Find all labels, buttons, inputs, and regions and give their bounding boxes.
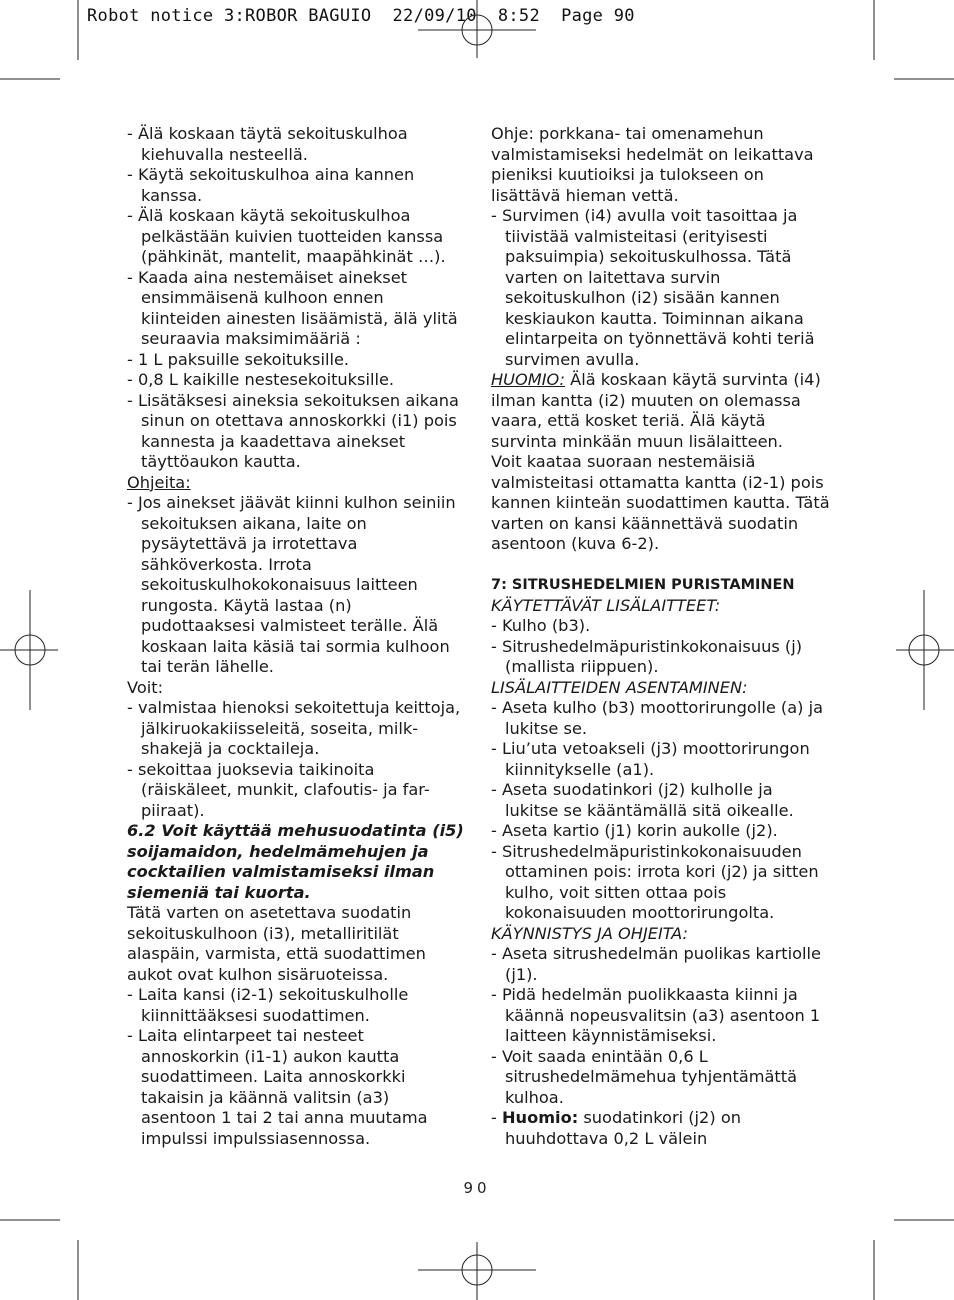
spacer — [491, 555, 831, 576]
list-item: - Käytä sekoituskulhoa aina kannen kanssa. — [127, 165, 415, 205]
section-heading-6-2: 6.2 Voit käyttää mehusuodatinta (i5) soijamaidon, hedelmämehujen ja cocktailien valmistamiseksi ilman siemeniä tai kuorta. — [127, 821, 464, 902]
subheading: KÄYNNISTYS JA OHJEITA: — [491, 923, 688, 943]
list-item: - Aseta kartio (j1) korin aukolle (j2). — [491, 821, 778, 840]
list-item: - Aseta kulho (b3) moottorirungolle (a) ja lukitse se. — [491, 698, 824, 738]
left-column — [127, 124, 467, 1149]
subheading: KÄYTETTÄVÄT LISÄLAITTEET: — [491, 595, 721, 615]
list-item: - Kaada aina nestemäiset ainekset ensimmäisenä kulhoon ennen kiinteiden ainesten lisäämistä, älä ylitä seuraavia maksimimääriä : — [127, 267, 458, 348]
list-item: - Aseta suodatinkori (j2) kulholle ja lukitse se kääntämällä sitä oikealle. — [491, 780, 794, 820]
warning-label: HUOMIO: — [491, 370, 565, 389]
list-item: - sekoittaa juoksevia taikinoita (räiskäleet, munkit, clafoutis- ja far-piiraat). — [127, 759, 430, 820]
list-item: - Aseta sitrushedelmän puolikas kartiolle (j1). — [491, 944, 821, 984]
list-item: - Laita kansi (i2-1) sekoituskulholle kiinnittääksesi suodattimen. — [127, 985, 409, 1025]
page-number: 90 — [463, 1179, 491, 1197]
list-dash: - — [491, 1108, 502, 1127]
list-item: - valmistaa hienoksi sekoitettuja keittoja, jälkiruokakiisseleitä, soseita, milk-shakejä ja cocktaileja. — [127, 698, 461, 758]
note-text: suodatinkori (j2) on huuhdottava 0,2 L välein — [505, 1108, 741, 1148]
instructions-heading: Ohjeita: — [127, 472, 191, 492]
list-item: - Älä koskaan käytä sekoituskulhoa pelkästään kuivien tuotteiden kanssa (pähkinät, mantelit, maapähkinät …). — [127, 206, 446, 266]
warning-text: Älä koskaan käytä survinta (i4) ilman kantta (i2) muuten on olemassa vaara, että kosket teriä. Älä käytä survinta minkään muun lisälaitteen. — [491, 370, 821, 451]
paragraph: Tätä varten on asetettava suodatin sekoituskulhoon (i3), metalliritilät alaspäin, varmista, että suodattimen aukot ovat kulhon sisäruoteissa. — [127, 903, 426, 984]
note-label: Huomio: — [502, 1108, 579, 1127]
list-item: - Laita elintarpeet tai nesteet annoskorkin (i1-1) aukon kautta suodattimeen. Laita annoskorkki takaisin ja käännä valitsin (a3) asentoon 1 tai 2 tai anna muutama impulssi impulssiasennossa. — [127, 1026, 428, 1148]
paragraph: Ohje: porkkana- tai omenamehun valmistamiseksi hedelmät on leikattava pieniksi kuutioiksi ja tulokseen on lisättävä hieman vettä. — [491, 124, 814, 205]
list-item: - 1 L paksuille sekoituksille. — [127, 349, 350, 369]
you-can-heading: Voit: — [127, 677, 164, 697]
print-slug-header: Robot notice 3:ROBOR BAGUIO 22/09/10 8:52 Page 90 — [87, 6, 635, 26]
subheading: LISÄLAITTEIDEN ASENTAMINEN: — [491, 677, 748, 697]
list-item: - Kulho (b3). — [491, 616, 591, 635]
list-item: - Sitrushedelmäpuristinkokonaisuuden ottaminen pois: irrota kori (j2) ja sitten kulho, voit sitten ottaa pois kokonaisuuden moottorirungolta. — [491, 841, 819, 922]
section-heading-7: 7: SITRUSHEDELMIEN PURISTAMINEN — [491, 577, 795, 593]
list-item: - Sitrushedelmäpuristinkokonaisuus (j) (mallista riippuen). — [491, 636, 803, 676]
list-item: - Älä koskaan täytä sekoituskulhoa kiehuvalla nesteellä. — [127, 124, 408, 164]
list-item: - Jos ainekset jäävät kiinni kulhon seiniin sekoituksen aikana, laite on pysäytettävä ja irrotettava sähköverkosta. Irrota sekoituskulhokokonaisuus laitteen rungosta. Käytä lastaa (n) pudottaaksesi valmisteet terälle. Älä koskaan laita käsiä tai sormia kulhoon tai terän lähelle. — [127, 493, 456, 676]
list-item: - 0,8 L kaikille nestesekoituksille. — [127, 370, 395, 389]
list-item: - Survimen (i4) avulla voit tasoittaa ja tiivistää valmisteitasi (erityisesti paksuimpia) sekoituskulhossa. Tätä varten on laitettava survin sekoituskulhon (i2) sisään kannen keskiaukon kautta. Toiminnan aikana elintarpeita on työnnettävä kohti teriä survimen avulla. — [491, 206, 815, 369]
right-column — [491, 124, 831, 1149]
paragraph: Voit kaataa suoraan nestemäisiä valmisteitasi ottamatta kantta (i2-1) pois kannen kiinteän suodattimen kautta. Tätä varten on kansi käännettävä suodatin asentoon (kuva 6-2). — [491, 452, 830, 553]
list-item: - Voit saada enintään 0,6 L sitrushedelmämehua tyhjentämättä kulhoa. — [491, 1046, 798, 1107]
list-item: - Pidä hedelmän puolikkaasta kiinni ja käännä nopeusvalitsin (a3) asentoon 1 laitteen käynnistämiseksi. — [491, 985, 821, 1045]
list-item — [491, 1108, 831, 1149]
list-item: - Liu’uta vetoakseli (j3) moottorirungon kiinnitykselle (a1). — [491, 739, 810, 779]
warning-paragraph — [491, 370, 831, 452]
list-item: - Lisätäksesi aineksia sekoituksen aikana sinun on otettava annoskorkki (i1) pois kannesta ja kaadettava ainekset täyttöaukon kautta. — [127, 390, 459, 471]
